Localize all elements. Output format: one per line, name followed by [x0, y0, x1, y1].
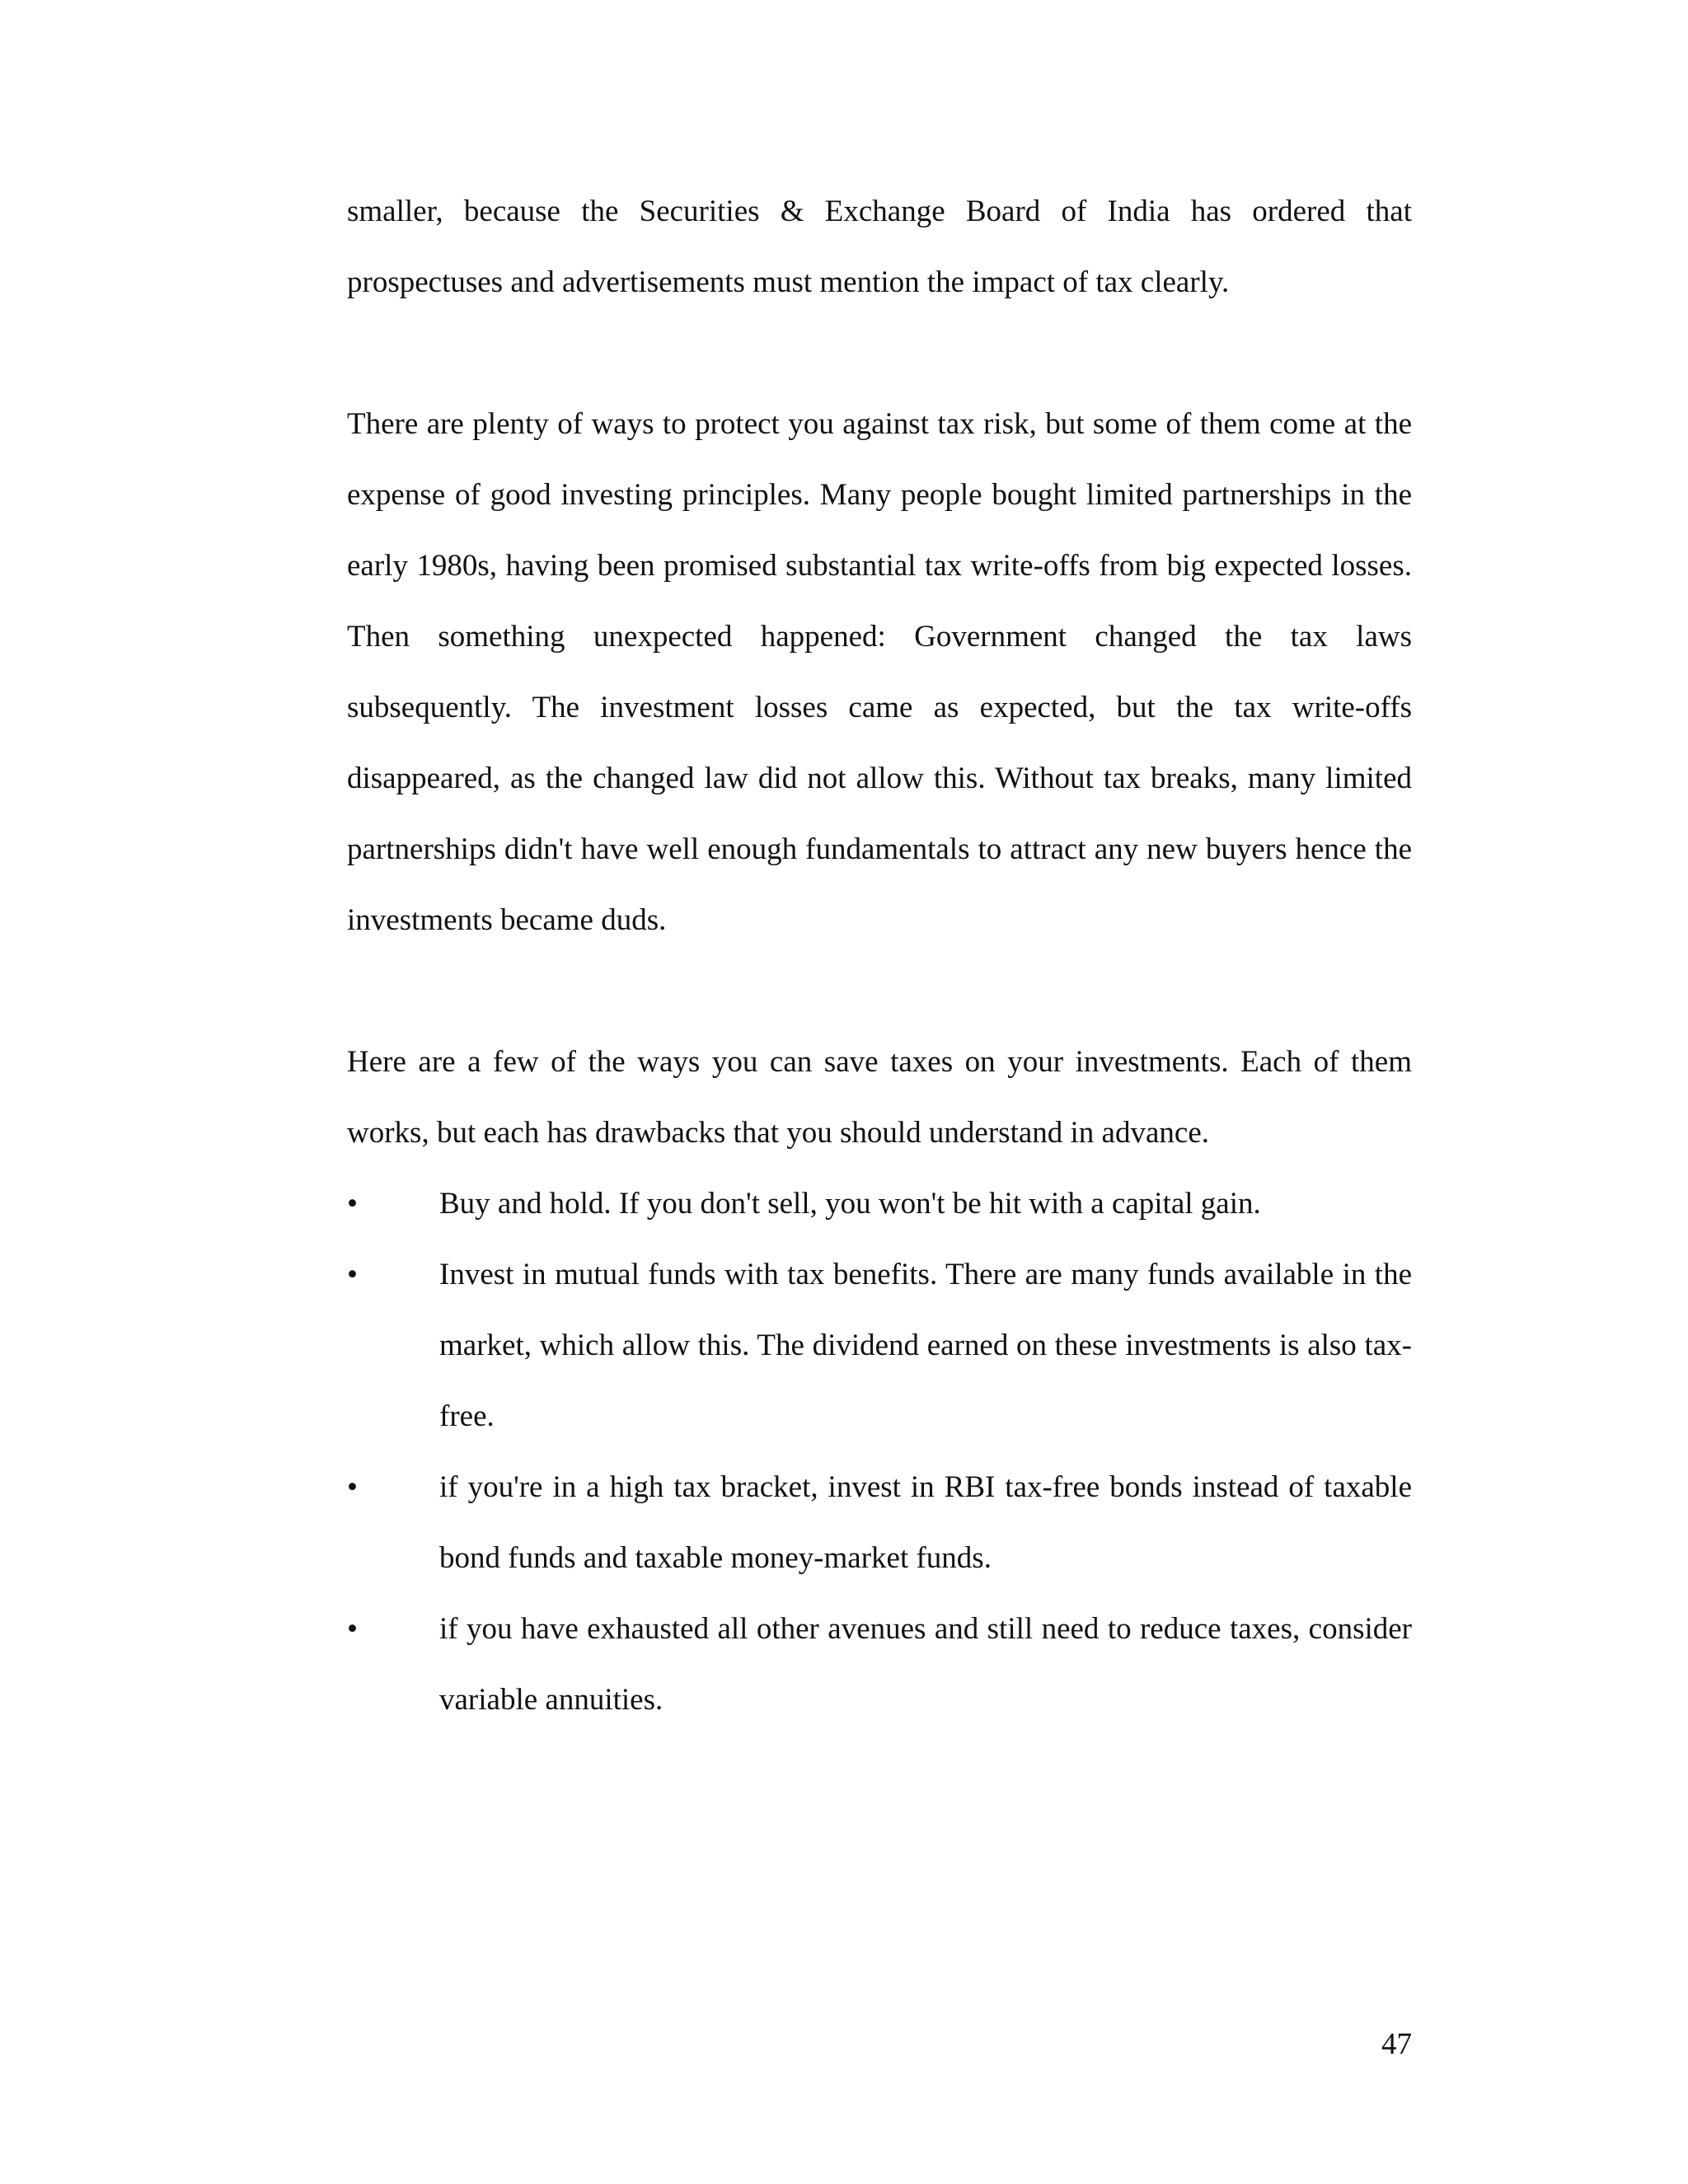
paragraph-tax-risk: There are plenty of ways to protect you against tax risk, but some of them come at the expense of good investing principles. Many people bought limited partnerships in the early 1980s, having been promised substantial tax write-offs from big expected losses. Then something unexpected happened: Government changed the tax laws subsequently. The investment losses came as expected, but the tax write-offs disappeared, as the changed law did not allow this. Without tax breaks, many limited partnerships didn't have well enough fundamentals to attract any new buyers hence the investments became duds. [347, 407, 1412, 937]
list-item-text: Invest in mutual funds with tax benefits. There are many funds available in the market, which allow this. The dividend earned on these investments is also tax-free. [439, 1258, 1412, 1433]
paragraph-ways-intro: Here are a few of the ways you can save taxes on your investments. Each of them works, but each has drawbacks that you should understand in advance. [347, 1045, 1412, 1150]
list-item-buy-and-hold [347, 1169, 1412, 1240]
bullet-icon: • [347, 1612, 358, 1646]
tax-saving-list [347, 1169, 1412, 1736]
page-body [347, 176, 1412, 1736]
list-item-variable-annuities [347, 1594, 1412, 1736]
paragraph-sebi-disclosure: smaller, because the Securities & Exchange Board of India has ordered that prospectuses and advertisements must mention the impact of tax clearly. [347, 194, 1412, 299]
list-item-text: if you're in a high tax bracket, invest in RBI tax-free bonds instead of taxable bond funds and taxable money-market funds. [439, 1470, 1412, 1575]
list-item-text: if you have exhausted all other avenues and still need to reduce taxes, consider variable annuities. [439, 1612, 1412, 1717]
bullet-icon: • [347, 1470, 358, 1504]
page-number: 47 [1381, 2027, 1412, 2061]
bullet-icon: • [347, 1258, 358, 1291]
list-item-mutual-funds [347, 1240, 1412, 1452]
list-item-text: Buy and hold. If you don't sell, you won't be hit with a capital gain. [439, 1187, 1261, 1221]
bullet-icon: • [347, 1187, 358, 1221]
list-item-tax-free-bonds [347, 1452, 1412, 1594]
